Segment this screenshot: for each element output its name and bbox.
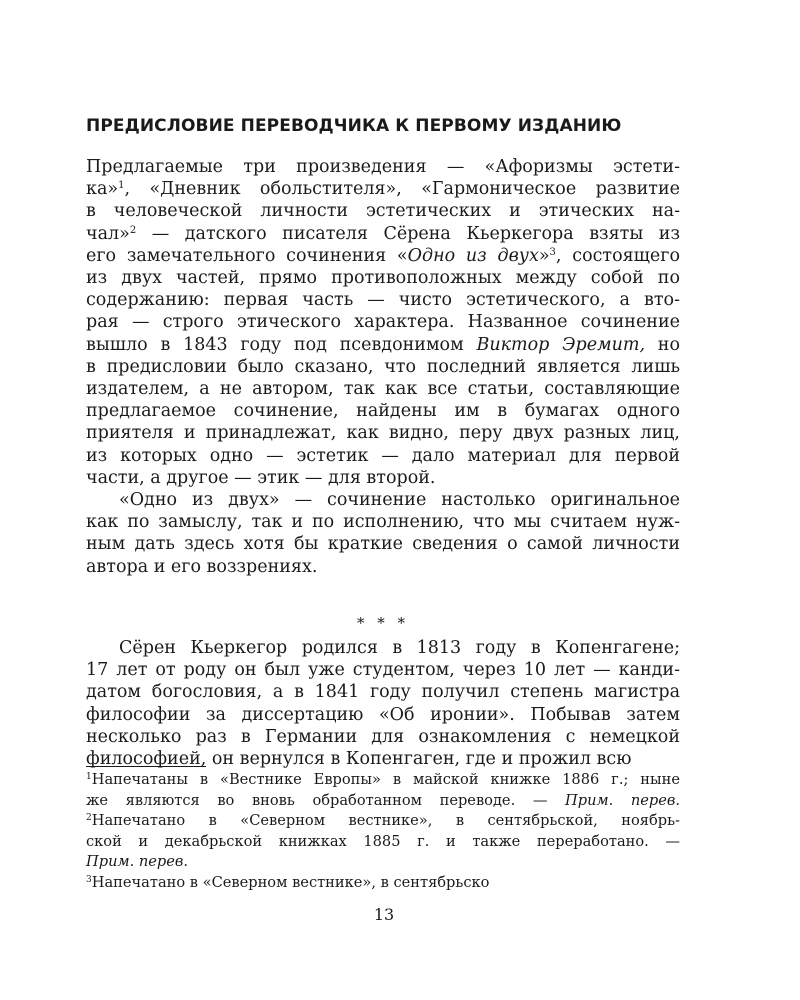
section-separator: * * * [356,613,410,632]
text-line: в человеческой личности эстетических и этических на- [86,201,680,222]
footnotes [86,770,680,893]
text-line: несколько раз в Германии для ознакомления с немецкой [86,726,680,747]
page-number: 13 [373,905,395,924]
text-line: Предлагаемые три произведения — «Афоризмы эстети- [86,157,680,177]
text-line: в предисловии было сказано, что последний является лишь [86,356,680,377]
text-line: как по замыслу, так и по исполнению, что мы считаем нуж- [86,512,680,533]
text-line: чал»$^2$ — датского писателя Сёрена Кьеркегора взяты из [86,223,680,244]
text-line: части, а другое — этик — для второй. [86,467,436,488]
text-line: $^2$Напечатано в «Северном вестнике», в сентябрьской, ноябрь- [86,812,680,829]
text-line: автора и его воззрениях. [86,556,318,577]
text-line: вышло в 1843 году под псевдонимом Виктор Эремит, но [86,334,680,355]
paragraph-3 [86,637,680,770]
text-line: приятеля и принадлежат, как видно, перу двух разных лиц, [86,423,680,444]
text-line: ской и декабрьской книжках 1885 г. и также переработано. — [86,832,680,850]
text-line: датом богословия, а в 1841 году получил степень магистра [86,682,680,703]
text-line: содержанию: первая часть — чисто эстетического, а вто- [86,290,680,311]
text-line: предлагаемое сочинение, найдены им в бумагах одного [86,401,680,422]
text-line: Сёрен Кьеркегор родился в 1813 году в Копенгагене; [119,638,680,659]
text-line: «Одно из двух» — сочинение настолько оригинальное [119,490,680,511]
text-line: из которых одно — эстетик — дало материал для первой [86,445,680,466]
text-line: издателем, а не автором, так как все статьи, составляющие [86,379,680,400]
text-line: философии за диссертацию «Об иронии». Побывав затем [86,704,680,725]
text-line: $^1$Напечатаны в «Вестнике Европы» в майской книжке 1886 г.; ныне [86,771,680,788]
text-line: же являются во вновь обработанном переводе. — Прим. перев. [86,791,680,809]
paragraph-1 [86,156,680,489]
text-line: из двух частей, прямо противоположных между собой по [86,268,680,289]
text-line: $^3$Напечатано в «Северном вестнике», в сентябрьско [86,873,490,891]
footnote-rule [86,766,206,767]
text-line: Прим. перев. [86,853,188,870]
text-line: ка»$^1$, «Дневник обольстителя», «Гармоническое развитие [86,179,680,200]
paragraph-2 [86,489,680,578]
text-line: его замечательного сочинения «Одно из двух»$^3$, состоящего [86,245,680,266]
text-line: рая — строго этического характера. Названное сочинение [86,312,680,333]
text-line: ным дать здесь хотя бы краткие сведения о самой личности [86,534,680,555]
text-line: философией, он вернулся в Копенгаген, где и прожил всю [86,749,632,770]
body-text [86,156,680,770]
chapter-heading: ПРЕДИСЛОВИЕ ПЕРЕВОДЧИКА К ПЕРВОМУ ИЗДАНИЮ [86,116,622,136]
text-line: 17 лет от роду он был уже студентом, через 10 лет — канди- [86,660,680,681]
